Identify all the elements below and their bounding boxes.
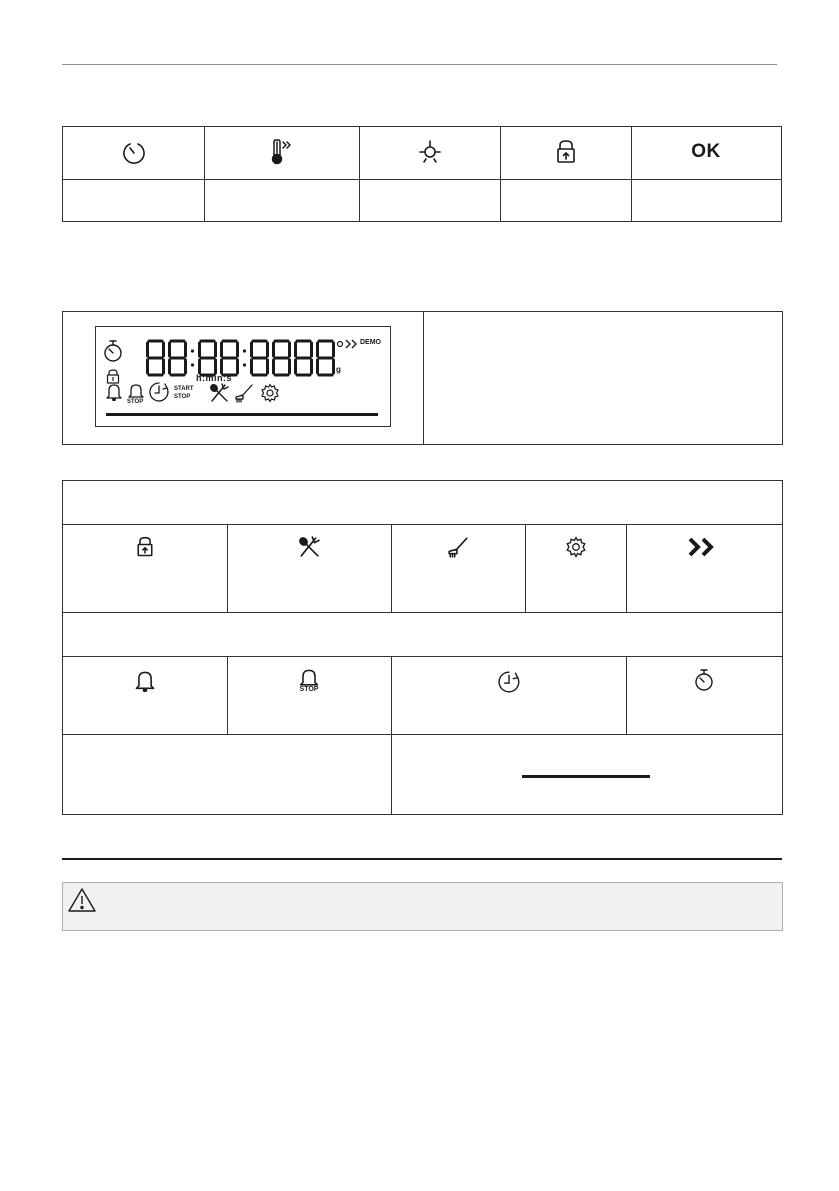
fast-heat-up-icon bbox=[687, 537, 721, 557]
delayed-start-icon bbox=[148, 381, 170, 403]
alarm-icon bbox=[135, 670, 155, 692]
indicator-settings bbox=[525, 524, 626, 612]
end-alarm-stop-label: STOP bbox=[299, 686, 319, 693]
indicator-assisted-cooking bbox=[227, 524, 391, 612]
indicator-fast-heat-up bbox=[626, 524, 782, 612]
ok-label: OK bbox=[691, 141, 721, 162]
delayed-start-icon bbox=[497, 670, 521, 694]
demo-label: DEMO bbox=[360, 339, 381, 346]
display-table bbox=[62, 311, 783, 445]
keys-table bbox=[62, 126, 782, 222]
warning-icon bbox=[67, 887, 97, 913]
key-child-lock[interactable] bbox=[500, 127, 631, 179]
indicator-alarm bbox=[63, 656, 227, 734]
time-unit-label: h:min:s bbox=[196, 373, 232, 383]
child-lock-icon bbox=[134, 536, 156, 558]
lcd-colon-dot bbox=[191, 363, 194, 366]
lcd-digit bbox=[274, 341, 290, 375]
key-fast-heat-up[interactable] bbox=[204, 127, 359, 179]
indicator-end-alarm bbox=[227, 656, 391, 734]
fast-heat-up-icon bbox=[344, 339, 360, 349]
progress-bar-icon bbox=[522, 775, 650, 778]
lcd-digit bbox=[318, 341, 334, 375]
header-rule bbox=[62, 64, 777, 65]
lcd-colon-dot bbox=[191, 349, 194, 352]
lcd-digit bbox=[222, 341, 238, 375]
cleaning-icon bbox=[447, 536, 469, 558]
lcd-digit bbox=[200, 341, 216, 375]
alarm-stop-label: STOP bbox=[127, 399, 144, 405]
lcd-colon-dot bbox=[243, 363, 246, 366]
warning-box bbox=[62, 882, 783, 931]
lcd-digit bbox=[252, 341, 268, 375]
section-rule bbox=[62, 858, 782, 860]
digit-display bbox=[146, 337, 336, 381]
minute-minder-icon bbox=[102, 339, 124, 363]
assisted-cooking-icon bbox=[298, 536, 320, 558]
lock-icon bbox=[106, 369, 120, 384]
settings-icon bbox=[260, 383, 280, 403]
key-ok[interactable] bbox=[631, 127, 781, 179]
key-timer[interactable] bbox=[63, 127, 204, 179]
cleaning-icon bbox=[234, 383, 254, 403]
stop-label: STOP bbox=[174, 394, 191, 400]
end-alarm-icon bbox=[128, 383, 144, 399]
lcd-digit bbox=[296, 341, 312, 375]
child-lock-icon bbox=[554, 139, 578, 165]
end-alarm-icon bbox=[299, 668, 319, 686]
alarm-icon bbox=[106, 383, 122, 401]
progress-bar bbox=[106, 413, 378, 416]
lcd-digit bbox=[148, 341, 164, 375]
lcd-digit bbox=[170, 341, 186, 375]
indicator-child-lock bbox=[63, 524, 227, 612]
lamp-icon bbox=[417, 139, 443, 165]
indicator-cleaning bbox=[391, 524, 525, 612]
timer-icon bbox=[121, 140, 147, 166]
degree-icon bbox=[336, 340, 344, 348]
lcd-colon-dot bbox=[243, 349, 246, 352]
indicator-progress-bar bbox=[391, 734, 782, 814]
settings-icon bbox=[565, 536, 587, 558]
indicator-delayed-start bbox=[391, 656, 626, 734]
indicators-table bbox=[62, 480, 783, 815]
minute-minder-icon bbox=[693, 668, 715, 692]
assisted-cooking-icon bbox=[209, 383, 229, 403]
start-label: START bbox=[174, 386, 194, 392]
weight-unit: g bbox=[336, 365, 341, 374]
indicator-minute-minder bbox=[626, 656, 782, 734]
fast-heat-up-icon bbox=[268, 139, 296, 165]
oven-display bbox=[95, 326, 391, 427]
key-lamp[interactable] bbox=[359, 127, 500, 179]
